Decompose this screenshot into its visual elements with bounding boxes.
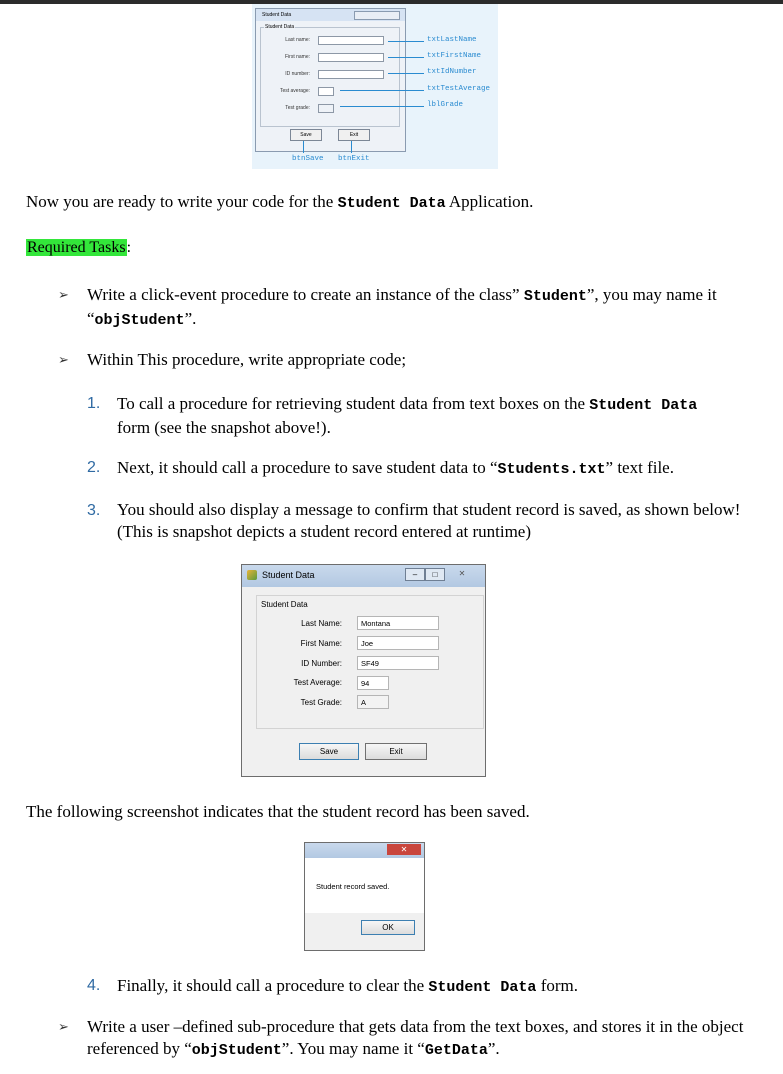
design-group-title: Student Data — [265, 24, 295, 30]
item-1-text-2: form (see the snapshot above!). — [117, 418, 331, 437]
item-2 — [117, 457, 757, 481]
item-2-number: 2. — [87, 459, 101, 476]
annotation-txttestaverage: txtTestAverage — [427, 85, 491, 93]
bullet-arrow-icon: ➢ — [58, 287, 69, 302]
message-box — [304, 842, 425, 951]
item-2-code: Students.txt — [497, 461, 606, 478]
design-window — [255, 8, 406, 152]
runtime-input-testaverage: 94 — [357, 676, 389, 690]
design-label-lastname: Last name: — [285, 37, 310, 43]
required-tasks-colon: : — [126, 239, 132, 256]
item-1-code: Student Data — [589, 397, 698, 414]
item-4-code: Student Data — [428, 979, 537, 996]
bullet-3-text-2: ”. You may name it “ — [281, 1039, 425, 1058]
bullet-1-code: Student — [523, 288, 587, 305]
arrow-btnexit — [351, 141, 352, 153]
required-tasks-heading — [26, 238, 131, 258]
message-box-ok-button: OK — [361, 920, 415, 935]
bullet-3-code: objStudent — [191, 1042, 282, 1059]
item-2-text-2: ” text file. — [605, 458, 674, 477]
item-4-number: 4. — [87, 977, 101, 994]
design-textbox-idnumber — [318, 70, 384, 79]
item-4-text-2: form. — [536, 976, 578, 995]
design-save-button: Save — [290, 129, 322, 141]
runtime-label-lastname: Last Name: — [301, 619, 342, 628]
message-box-text: Student record saved. — [316, 882, 390, 891]
design-label-grade-box — [318, 104, 334, 113]
app-icon — [247, 570, 257, 580]
runtime-window-title: Student Data — [262, 570, 315, 580]
bullet-1-code-2: objStudent — [94, 312, 185, 329]
bullet-1 — [87, 284, 737, 332]
annotation-lblgrade: lblGrade — [427, 101, 464, 109]
annotation-txtidnumber: txtIdNumber — [427, 68, 477, 76]
close-icon: ✕ — [458, 569, 466, 578]
runtime-save-button: Save — [299, 743, 359, 760]
runtime-group-title: Student Data — [261, 600, 308, 609]
annotation-btnexit: btnExit — [338, 155, 370, 163]
item-4 — [117, 975, 737, 999]
intro-code: Student Data — [337, 195, 446, 212]
item-1 — [117, 393, 717, 439]
arrow-lastname — [388, 41, 424, 42]
design-label-testaverage: Test average: — [279, 88, 310, 94]
bullet-arrow-icon: ➢ — [58, 1019, 69, 1034]
runtime-label-testgrade: Test Grade: — [300, 698, 342, 707]
bullet-3-code-2: GetData — [424, 1042, 488, 1059]
arrow-firstname — [388, 57, 424, 58]
bullet-1-text-3: ”. — [184, 309, 197, 328]
required-tasks-label: Required Tasks — [27, 239, 126, 256]
runtime-exit-button: Exit — [365, 743, 427, 760]
arrow-btnsave — [303, 141, 304, 153]
design-window-title: Student Data — [262, 12, 292, 18]
bullet-3-text-3: ”. — [487, 1039, 500, 1058]
runtime-input-lastname: Montana — [357, 616, 439, 630]
runtime-window — [241, 564, 486, 777]
annotation-txtlastname: txtLastName — [427, 36, 477, 44]
intro-paragraph — [26, 191, 766, 215]
design-textbox-lastname — [318, 36, 384, 45]
bullet-3 — [87, 1016, 757, 1062]
intro-text: Now you are ready to write your code for the — [26, 192, 338, 211]
design-label-testgrade: Test grade: — [285, 105, 310, 111]
design-textbox-testaverage — [318, 87, 334, 96]
item-3-number: 3. — [87, 502, 101, 519]
runtime-label-testaverage: Test Average: — [293, 678, 342, 687]
item-3: You should also display a message to confirm that student record is saved, as shown below! (This is snapshot depicts a student record entered at runtime) — [117, 500, 741, 541]
arrow-idnumber — [388, 73, 424, 74]
runtime-input-idnumber: SF49 — [357, 656, 439, 670]
item-1-number: 1. — [87, 395, 101, 412]
design-label-firstname: First name: — [284, 54, 310, 60]
design-exit-button: Exit — [338, 129, 370, 141]
runtime-label-firstname: First Name: — [300, 639, 342, 648]
design-window-controls-icon — [354, 11, 400, 20]
bullet-1-text-2: ”, you may name it “ — [87, 285, 717, 328]
minimize-icon: – — [405, 568, 425, 581]
saved-paragraph: The following screenshot indicates that the student record has been saved. — [26, 802, 530, 821]
bullet-1-text: Write a click-event procedure to create an instance of the class” — [87, 285, 524, 304]
bullet-3-text: Write a user –defined sub-procedure that gets data from the text boxes, and stores it in the object referenced by “ — [87, 1017, 744, 1058]
message-box-close-icon: ✕ — [387, 844, 421, 855]
arrow-testaverage — [340, 90, 424, 91]
runtime-grade-output: A — [357, 695, 389, 709]
intro-text-end: Application. — [445, 192, 534, 211]
runtime-label-idnumber: ID Number: — [301, 659, 342, 668]
annotation-txtfirstname: txtFirstName — [427, 52, 482, 60]
arrow-testgrade — [340, 106, 424, 107]
annotation-btnsave: btnSave — [292, 155, 324, 163]
maximize-icon: □ — [425, 568, 445, 581]
design-label-idnumber: ID number: — [285, 71, 310, 77]
item-4-text: Finally, it should call a procedure to clear the — [117, 976, 429, 995]
bullet-arrow-icon: ➢ — [58, 352, 69, 367]
design-textbox-firstname — [318, 53, 384, 62]
bullet-2: Within This procedure, write appropriate code; — [87, 350, 407, 369]
item-1-text: To call a procedure for retrieving student data from text boxes on the — [117, 394, 590, 413]
runtime-input-firstname: Joe — [357, 636, 439, 650]
item-2-text: Next, it should call a procedure to save student data to “ — [117, 458, 498, 477]
